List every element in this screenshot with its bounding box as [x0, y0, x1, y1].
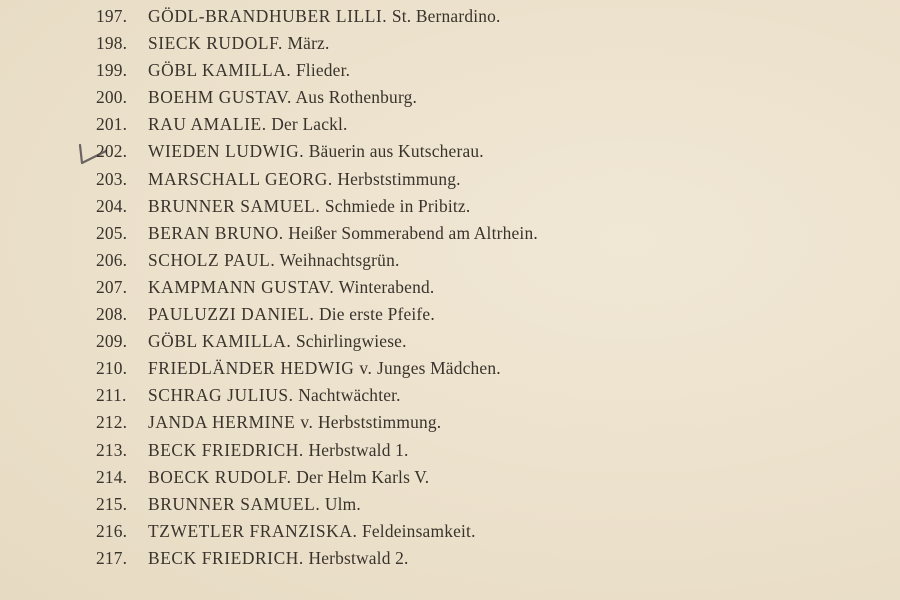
catalog-entry	[96, 3, 538, 30]
artwork-title: Schirlingwiese.	[295, 331, 407, 352]
artist-name: TZWETLER FRANZISKA.	[148, 520, 358, 541]
artwork-title: Ulm.	[324, 493, 361, 514]
artwork-title: Der Lackl.	[271, 114, 348, 135]
artwork-title: Junges Mädchen.	[377, 358, 501, 379]
entry-number: 207.	[96, 276, 128, 297]
artist-name: BRUNNER SAMUEL.	[148, 493, 321, 514]
artwork-title: Herbststimmung.	[318, 412, 442, 433]
artist-name: BECK FRIEDRICH.	[148, 439, 304, 460]
entry-number: 200.	[96, 87, 128, 108]
artwork-title: Bäuerin aus Kutscherau.	[308, 141, 484, 162]
entry-number: 209.	[96, 331, 128, 352]
entry-number: 211.	[96, 385, 127, 406]
entry-number: 214.	[96, 466, 128, 487]
entry-number: 212.	[96, 412, 128, 433]
artwork-title: Weihnachtsgrün.	[279, 249, 400, 270]
catalog-entry	[96, 545, 538, 572]
artwork-title: Herbstwald 1.	[308, 439, 409, 460]
artwork-title: St. Bernardino.	[391, 6, 501, 26]
catalog-entry	[96, 30, 538, 57]
entry-number: 216.	[96, 520, 128, 541]
catalog-entry	[96, 382, 538, 409]
catalog-entry	[96, 409, 538, 436]
artist-name: BERAN BRUNO.	[148, 222, 284, 243]
catalog-entry	[96, 111, 538, 138]
catalog-entry	[96, 166, 538, 193]
catalog-entry	[96, 274, 538, 301]
artwork-title: Feldeinsamkeit.	[362, 520, 476, 541]
artist-name: WIEDEN LUDWIG.	[148, 141, 305, 162]
artwork-title: Die erste Pfeife.	[318, 304, 435, 325]
artist-name: KAMPMANN GUSTAV.	[148, 276, 335, 297]
artwork-title: Flieder.	[295, 60, 351, 81]
artist-name: GÖDL-BRANDHUBER LILLI.	[148, 6, 388, 26]
entry-number: 198.	[96, 33, 128, 54]
artist-name: GÖBL KAMILLA.	[148, 60, 292, 81]
catalog-entry	[96, 84, 538, 111]
entry-number: 215.	[96, 493, 128, 514]
catalog-entry	[96, 220, 538, 247]
artwork-title: Nachtwächter.	[298, 385, 401, 406]
catalog-entry	[96, 355, 538, 382]
entry-number: 213.	[96, 439, 128, 460]
entry-number: 205.	[96, 222, 128, 243]
entry-number: 217.	[96, 547, 128, 568]
artist-name: PAULUZZI DANIEL.	[148, 304, 315, 325]
catalog-entry	[96, 518, 538, 545]
catalog-entry	[96, 193, 538, 220]
catalog-entry	[96, 437, 538, 464]
artwork-title: Der Helm Karls V.	[296, 466, 430, 487]
catalog-entry	[96, 57, 538, 84]
entry-number: 202.	[96, 141, 128, 162]
entry-number: 199.	[96, 60, 128, 81]
entry-number: 204.	[96, 195, 128, 216]
catalog-entry	[96, 247, 538, 274]
entry-number: 197.	[96, 6, 128, 26]
catalog-entry	[96, 138, 538, 165]
entry-number: 206.	[96, 249, 128, 270]
artist-name: BRUNNER SAMUEL.	[148, 195, 321, 216]
artwork-title: Herbststimmung.	[337, 168, 461, 189]
artwork-title: Winterabend.	[338, 276, 435, 297]
entry-number: 201.	[96, 114, 128, 135]
catalog-list	[96, 3, 538, 572]
artwork-title: März.	[287, 33, 330, 54]
catalog-entry	[96, 464, 538, 491]
artist-name: JANDA HERMINE v.	[148, 412, 314, 433]
catalog-entry	[96, 328, 538, 355]
artist-name: SCHOLZ PAUL.	[148, 249, 276, 270]
artwork-title: Herbstwald 2.	[308, 547, 409, 568]
artist-name: MARSCHALL GEORG.	[148, 168, 333, 189]
artwork-title: Heißer Sommerabend am Altrhein.	[288, 222, 538, 243]
entry-number: 210.	[96, 358, 128, 379]
artist-name: SIECK RUDOLF.	[148, 33, 283, 54]
artist-name: BOECK RUDOLF.	[148, 466, 292, 487]
artist-name: FRIEDLÄNDER HEDWIG v.	[148, 358, 373, 379]
artwork-title: Schmiede in Pribitz.	[324, 195, 471, 216]
artist-name: BOEHM GUSTAV.	[148, 87, 292, 108]
artist-name: BECK FRIEDRICH.	[148, 547, 304, 568]
artwork-title: Aus Rothenburg.	[295, 87, 418, 108]
entry-number: 203.	[96, 168, 128, 189]
artist-name: RAU AMALIE.	[148, 114, 267, 135]
entry-number: 208.	[96, 304, 128, 325]
artist-name: SCHRAG JULIUS.	[148, 385, 294, 406]
artist-name: GÖBL KAMILLA.	[148, 331, 292, 352]
catalog-entry	[96, 301, 538, 328]
catalog-entry	[96, 491, 538, 518]
